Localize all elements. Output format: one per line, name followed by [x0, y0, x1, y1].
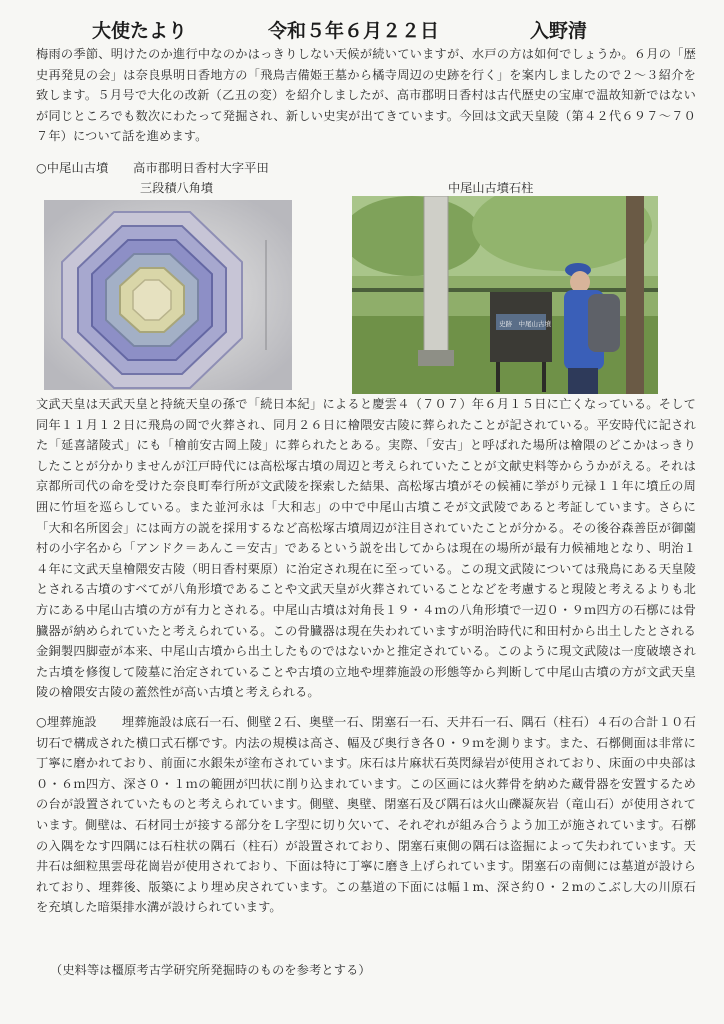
newsletter-header [0, 10, 724, 46]
stone-pillar [424, 196, 448, 354]
octagon-diagram-svg [44, 200, 292, 390]
figure-caption-octagon: 三段積八角墳 [140, 181, 214, 195]
figure-caption-stone-pillar: 中尾山古墳石柱 [448, 181, 534, 195]
sign-text: 史跡 中尾山古墳 [499, 320, 551, 328]
newsletter-date: 令和５年６月２２日 [268, 20, 440, 42]
sign-post-right [542, 362, 546, 392]
visitor-head [570, 271, 590, 293]
main-paragraph-emperor-monmu: 文武天皇は天武天皇と持統天皇の孫で「続日本紀」によると慶雲４（７０７）年６月１５日に亡くなっている。そして同年１１月１２日に飛鳥の岡で火葬され、同月２６日に檜隈安古陵に葬られたことが記されている。平安時代に記された「延喜諸陵式」にも「檜前安古岡上陵」に葬られたとある。実際、「安古」と呼ばれた場所は檜隈のどこかはっきりしたことが分かりませんが江戸時代には高松塚古墳の周辺と考えられていたことが文献史料等からうかがえる。それは京都所司代の命を受けた奈良町奉行所が文武陵を探索した結果、高松塚古墳がその候補に挙がり元禄１１年に墳丘の周囲に竹垣を巡らしている。また並河永は「大和志」の中で中尾山古墳こそが文武陵であると考証しています。さらに「大和名所図会」には両方の説を採用するなど高松塚古墳周辺が注目されていたことが分かる。その後谷森善臣が御薗村の小字名から「アンドク＝あんこ＝安古」であるという説を出してからは現在の場所が最有力候補地となり、明治１４年に文武天皇檜隈安古陵（明日香村栗原）に治定され現在に至っている。この現文武陵については飛鳥にある天皇陵とされる古墳のすべてが八角形墳であることや文武天皇が火葬されていることなどを考慮すると現陵と考えるよりも北方にある中尾山古墳の方が有力とされる。中尾山古墳は対角長１９・４ｍの八角形墳で一辺０・９ｍ四方の石槨には骨臓器が納められていたと考えられている。この骨臓器は現在失われていますが明治時代に和田村から出土したとされる金銅製四脚壺が本来、中尾山古墳から出土したものではないかと推定されている。このように現文武陵は一度破壊された古墳を修復して陵墓に治定されていることや古墳の立地や埋葬施設の形態等から判断して中尾山古墳の方が文武天皇陵の檜隈安古陵の蓋然性が高い古墳と考えられる。 [36, 397, 696, 700]
stone-pillar-photo [352, 196, 658, 394]
pillar-base [418, 350, 454, 366]
burial-facility-paragraph: ○埋葬施設 埋葬施設は底石一石、側壁２石、奥壁一石、閉塞石一石、天井石一石、隅石（柱石）４石の合計１０石切石で構成された横口式石槨です。内法の規模は高さ、幅及び奥行き各０・９ｍを測ります。また、石槨側面は非常に丁寧に磨かれており、前面に水銀朱が塗布されています。床石は片麻状石英閃緑岩が使用されており、床面の中央部は０・６ｍ四方、深さ０・１ｍの範囲が凹状に削り込まれています。この区画には火葬骨を納めた蔵骨器を安置するための台が設置されていたものと考えられています。側壁、奥壁、閉塞石及び隅石は火山礫凝灰岩（竜山石）が使用されています。側壁は、石材同士が接する部分をＬ字型に切り欠いて、それぞれが組み合うよう加工が施されています。石槨の入隅をなす四隅には石柱状の隅石（柱石）が設置されており、閉塞石東側の隅石は盗掘によって失われています。天井石は細粒黒雲母花崗岩が使用されており、下面は特に丁寧に磨き上げられています。閉塞石の南側には墓道が設けられており、埋葬後、版築により埋め戻されています。この墓道の下面には幅１m、深さ約０・２mのこぶし大の川原石を充填した暗渠排水溝が設けられています。 [36, 715, 696, 915]
visitor-trousers [568, 368, 598, 394]
section-heading: ○中尾山古墳 高市郡明日香村大字平田 [36, 161, 269, 175]
newsletter-author: 入野清 [530, 20, 588, 42]
octagon-core [133, 280, 171, 320]
stone-pillar-photo-svg [352, 196, 658, 394]
source-note: （史料等は橿原考古学研究所発掘時のものを参考とする） [50, 963, 371, 977]
visitor-backpack [588, 294, 620, 352]
newsletter-title: 大使たより [92, 20, 188, 42]
photo-tree-trunk [626, 196, 644, 394]
sign-post-left [496, 362, 500, 392]
intro-paragraph: 梅雨の季節、明けたのか進行中なのかはっきりしない天候が続いていますが、水戸の方は如何でしょうか。６月の「歴史再発見の会」は奈良県明日香地方の「飛鳥吉備姫王墓から橘寺周辺の史跡を行く」を案内しましたので２～３紹介を致します。５月号で大化の改新（乙丑の変）を紹介しましたが、高市郡明日香村は古代歴史の宝庫で温故知新ではないが同じところでも数次にわたって発掘され、新しい史実が出てきています。今回は文武天皇陵（第４２代６９７～７０７年）について話を進めます。 [36, 47, 696, 144]
photo-fence [352, 288, 658, 292]
octagon-tomb-diagram [44, 200, 292, 390]
